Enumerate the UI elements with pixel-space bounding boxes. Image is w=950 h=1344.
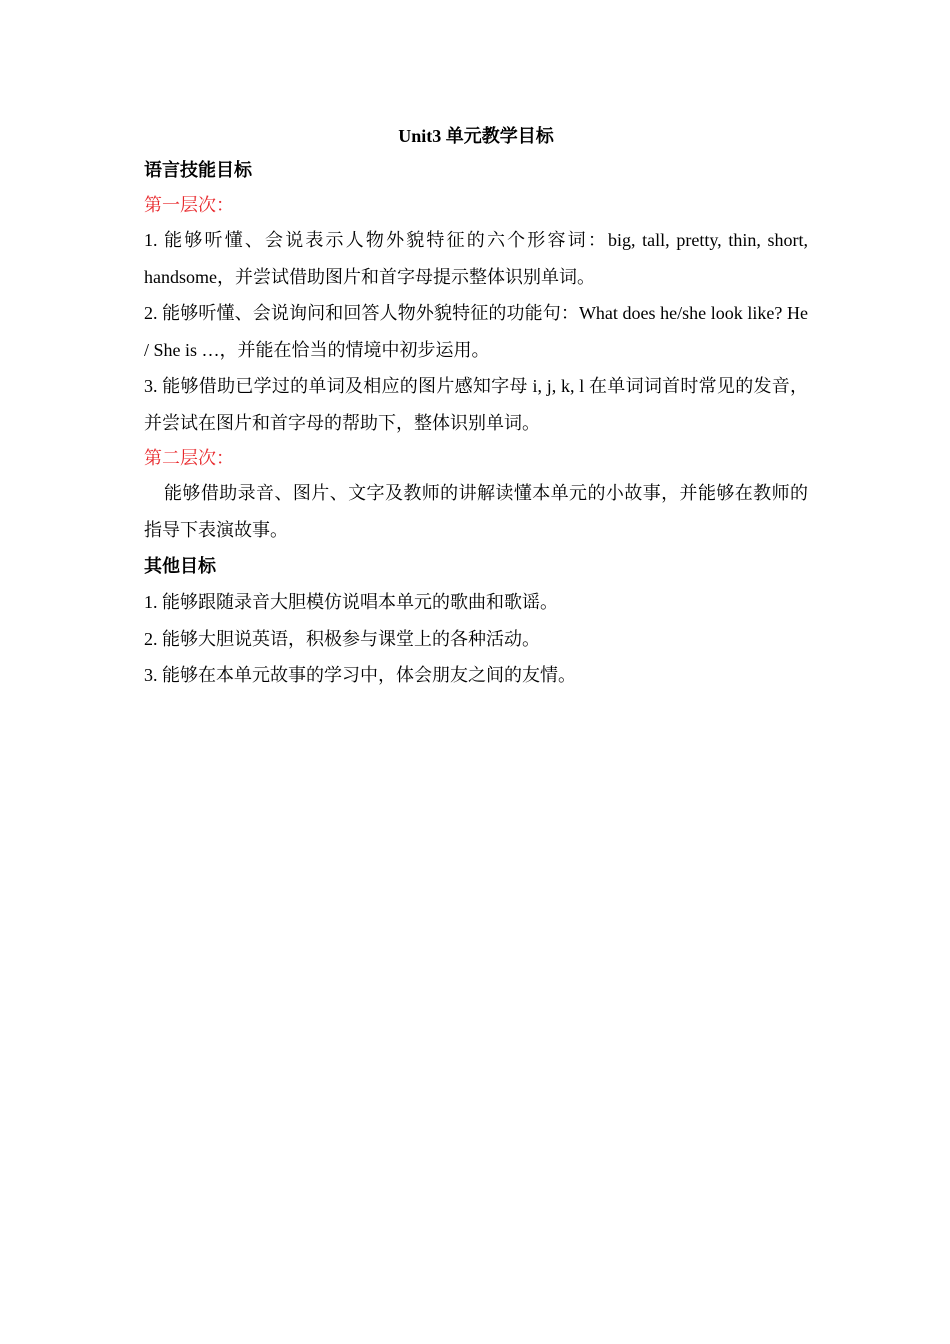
level-label-first: 第一层次： xyxy=(144,195,234,215)
list-item: 3. 能够在本单元故事的学习中，体会朋友之间的友情。 xyxy=(144,665,576,685)
list-item: 1. 能够听懂、会说表示人物外貌特征的六个形容词：big, tall, pretty, thin, short, handsome，并尝试借助图片和首字母提示整体识别单词。 xyxy=(144,230,808,287)
list-item: 3. 能够借助已学过的单词及相应的图片感知字母 i, j, k, l 在单词词首时常见的发音，并尝试在图片和首字母的帮助下，整体识别单词。 xyxy=(144,376,808,433)
list-item: 能够借助录音、图片、文字及教师的讲解读懂本单元的小故事，并能够在教师的指导下表演故事。 xyxy=(144,483,808,540)
section-heading-language-skills: 语言技能目标 xyxy=(144,160,252,180)
list-item: 2. 能够听懂、会说询问和回答人物外貌特征的功能句：What does he/she look like? He / She is …，并能在恰当的情境中初步运用。 xyxy=(144,303,808,360)
document-title: Unit3 单元教学目标 xyxy=(398,126,554,146)
level-label-second: 第二层次： xyxy=(144,448,234,468)
document-body xyxy=(144,120,808,694)
section-heading-other-goals: 其他目标 xyxy=(144,556,216,576)
list-item: 2. 能够大胆说英语，积极参与课堂上的各种活动。 xyxy=(144,628,540,649)
list-item: 1. 能够跟随录音大胆模仿说唱本单元的歌曲和歌谣。 xyxy=(144,592,558,612)
